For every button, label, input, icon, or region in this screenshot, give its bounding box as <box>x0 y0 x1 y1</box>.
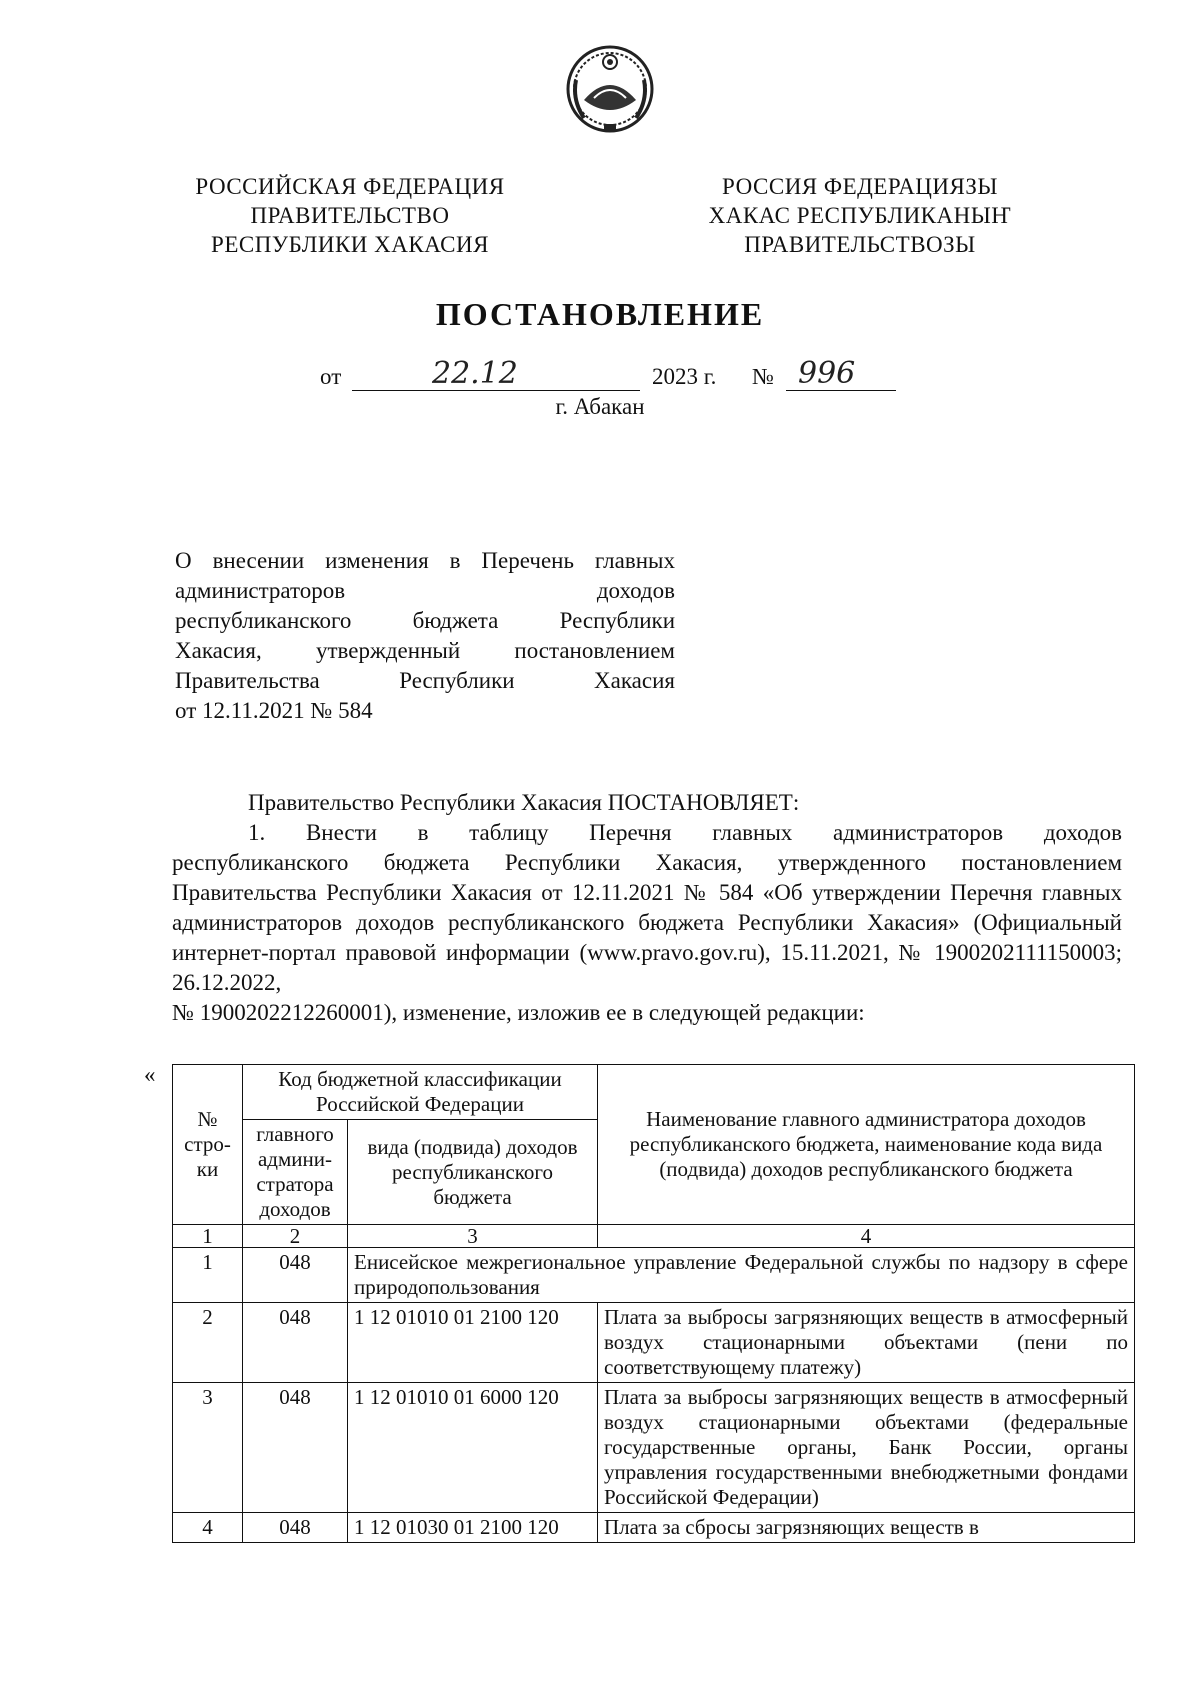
date-line <box>320 356 920 396</box>
number-handwritten: 996 <box>798 356 856 391</box>
item1-text: республиканского бюджета Республики Хакасия, утвержденного постановлением Правительства Республики Хакасия от 12.11.2021 № 584 «Об утверждении Перечня главных администраторов доходов республиканского бюджета Республики Хакасия» (Официальный интернет-портал правовой информации (www.pravo.gov.ru), 15.11.2021, № 1900202111150003; 26.12.2022, <box>172 850 1122 995</box>
column-number: 3 <box>348 1225 598 1248</box>
item1-first-line: 1. Внести в таблицу Перечня главных администраторов доходов <box>248 820 1122 845</box>
cell-admin: 048 <box>243 1303 348 1383</box>
header-row-no: № стро-ки <box>173 1065 243 1225</box>
cell-no: 1 <box>173 1248 243 1303</box>
coat-of-arms-icon <box>564 40 656 138</box>
header-left <box>150 172 550 259</box>
header-left-line: ПРАВИТЕЛЬСТВО <box>250 203 450 228</box>
subject-line: республиканского бюджета Республики <box>175 608 675 633</box>
subject-line: администраторов доходов <box>175 578 675 603</box>
table-header-row <box>173 1065 1135 1120</box>
header-right-line: ХАКАС РЕСПУБЛИКАНЫҤ <box>708 203 1012 228</box>
cell-no: 3 <box>173 1383 243 1513</box>
cell-admin: 048 <box>243 1383 348 1513</box>
header-admin-code: главного админи-стратора доходов <box>243 1120 348 1225</box>
city: г. Абакан <box>555 394 645 419</box>
cell-name: Плата за выбросы загрязняющих веществ в атмосферный воздух стационарными объектами (пени по соответствующему платежу) <box>598 1303 1135 1383</box>
column-number: 2 <box>243 1225 348 1248</box>
header-income-code: вида (подвида) доходов республиканского бюджета <box>348 1120 598 1225</box>
header-kbk-group: Код бюджетной классификации Российской Федерации <box>243 1065 598 1120</box>
subject-line: от 12.11.2021 № 584 <box>175 698 373 723</box>
column-number: 4 <box>598 1225 1135 1248</box>
header-name: Наименование главного администратора доходов республиканского бюджета, наименование кода вида (подвида) доходов республиканского бюджета <box>598 1065 1135 1225</box>
header-left-line: РЕСПУБЛИКИ ХАКАСИЯ <box>211 232 489 257</box>
subject-line: Правительства Республики Хакасия <box>175 668 675 693</box>
table-row <box>173 1303 1135 1383</box>
cell-no: 4 <box>173 1513 243 1543</box>
cell-code: 1 12 01010 01 2100 120 <box>348 1303 598 1383</box>
column-number: 1 <box>173 1225 243 1248</box>
header-left-line: РОССИЙСКАЯ ФЕДЕРАЦИЯ <box>195 174 505 199</box>
table-row <box>173 1513 1135 1543</box>
date-from-label: от <box>320 364 342 389</box>
subject-line: О внесении изменения в Перечень главных <box>175 548 675 573</box>
subject-line: Хакасия, утвержденный постановлением <box>175 638 675 663</box>
preamble: Правительство Республики Хакасия ПОСТАНОВЛЯЕТ: <box>248 790 800 815</box>
number-label: № <box>752 364 774 389</box>
open-quote: « <box>144 1062 156 1087</box>
cell-no: 2 <box>173 1303 243 1383</box>
header-right-line: РОССИЯ ФЕДЕРАЦИЯЗЫ <box>722 174 998 199</box>
subject-block <box>175 546 675 726</box>
table-row <box>173 1383 1135 1513</box>
year-label: 2023 г. <box>652 364 717 389</box>
cell-name: Енисейское межрегиональное управление Федеральной службы по надзору в сфере природопользования <box>348 1248 1135 1303</box>
date-handwritten: 22.12 <box>432 356 518 391</box>
cell-name: Плата за сбросы загрязняющих веществ в <box>598 1513 1135 1543</box>
cell-admin: 048 <box>243 1248 348 1303</box>
cell-code: 1 12 01030 01 2100 120 <box>348 1513 598 1543</box>
cell-code: 1 12 01010 01 6000 120 <box>348 1383 598 1513</box>
document-title: ПОСТАНОВЛЕНИЕ <box>435 296 765 332</box>
cell-name: Плата за выбросы загрязняющих веществ в атмосферный воздух стационарными объектами (федеральные государственные органы, Банк России, органы управления государственными внебюджетными фондами Российской Федерации) <box>598 1383 1135 1513</box>
column-number-row <box>173 1225 1135 1248</box>
number-underline <box>786 356 896 391</box>
coat-of-arms-emblem <box>564 40 656 138</box>
header-right <box>660 172 1060 259</box>
table-row <box>173 1248 1135 1303</box>
income-admin-table <box>172 1064 1135 1543</box>
header-right-line: ПРАВИТЕЛЬСТВОЗЫ <box>744 232 976 257</box>
date-underline <box>352 356 640 391</box>
body-text <box>172 788 1122 1028</box>
item1-last-line: № 1900202212260001), изменение, изложив ее в следующей редакции: <box>172 1000 865 1025</box>
cell-admin: 048 <box>243 1513 348 1543</box>
